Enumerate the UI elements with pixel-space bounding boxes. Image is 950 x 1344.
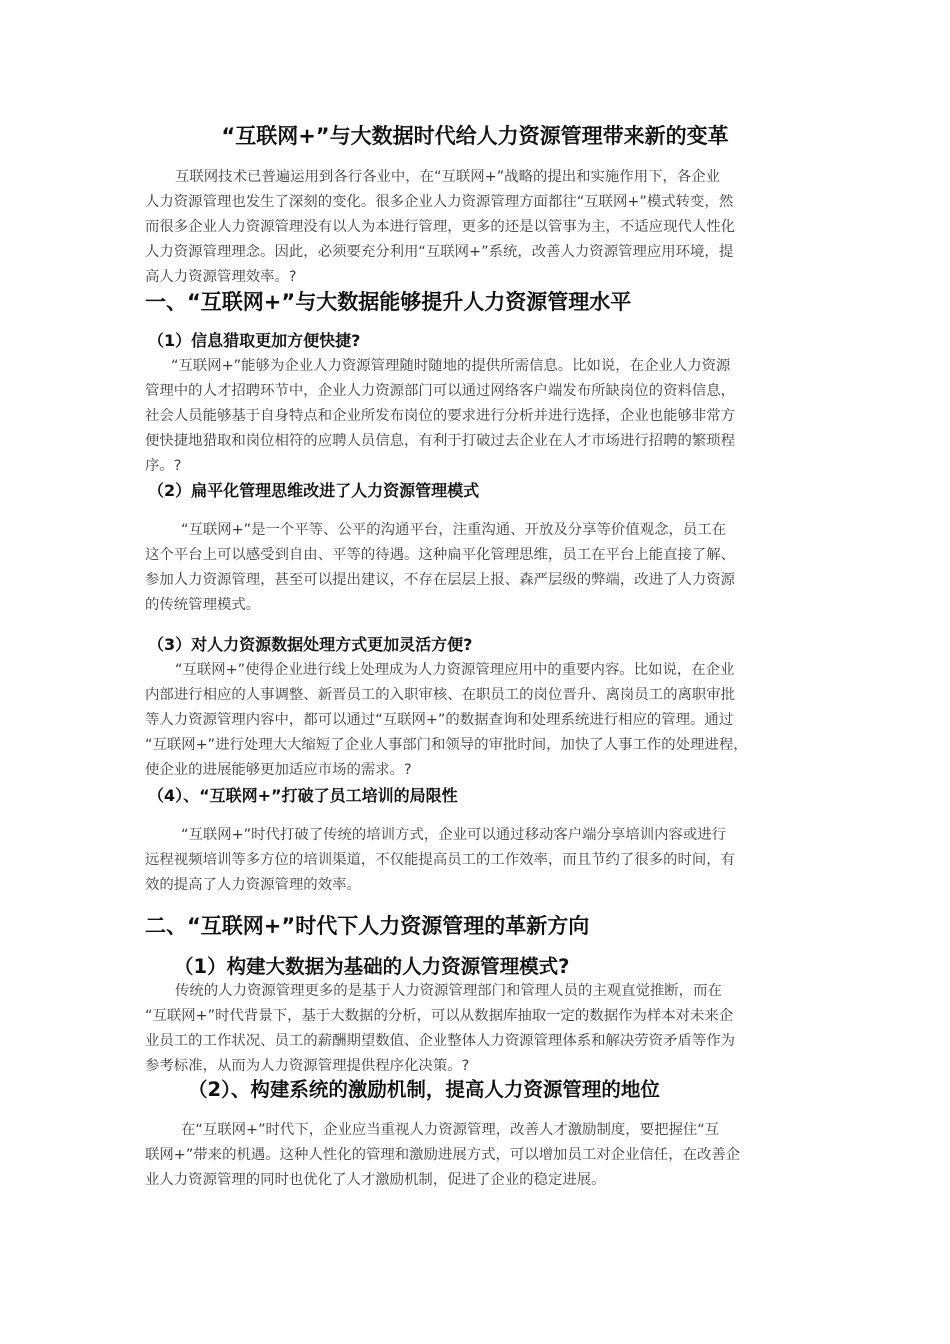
subsection-heading-2-1: （1）构建大数据为基础的人力资源管理模式?	[174, 955, 570, 978]
subsection-heading-1-2: （2）扁平化管理思维改进了人力资源管理模式	[148, 481, 480, 500]
paragraph-line: 业人力资源管理的同时也优化了人才激励机制，促进了企业的稳定进展。	[145, 1172, 606, 1188]
paragraph-line: 人力资源管理理念。因此，必须要充分利用“互联网+”系统，改善人力资源管理应用环境，提	[145, 244, 734, 260]
paragraph-line: 传统的人力资源管理更多的是基于人力资源管理部门和管理人员的主观直觉推断，而在	[175, 983, 722, 999]
paragraph-line: 效的提高了人力资源管理的效率。	[145, 877, 361, 893]
paragraph-line: 管理中的人才招聘环节中，企业人力资源部门可以通过网络客户端发布所缺岗位的资料信息，	[145, 383, 736, 399]
subsection-heading-1-1: （1）信息猎取更加方便快捷?	[148, 331, 361, 350]
paragraph-line: 等人力资源管理内容中，都可以通过“互联网+”的数据查询和处理系统进行相应的管理。通过	[145, 712, 734, 728]
paragraph-line: “互联网+”进行处理大大缩短了企业人事部门和领导的审批时间，加快了人事工作的处理进程，	[145, 737, 748, 753]
document-title: “互联网+”与大数据时代给人力资源管理带来新的变革	[221, 124, 729, 148]
section-heading-2: 二、“互联网+”时代下人力资源管理的革新方向	[145, 914, 590, 938]
subsection-heading-1-4: （4）、“互联网+”打破了员工培训的局限性	[148, 786, 458, 805]
paragraph-line: 参加人力资源管理，甚至可以提出建议，不存在层层上报、森严层级的弊端，改进了人力资源	[145, 572, 736, 588]
subsection-paragraph-1-1	[145, 354, 825, 479]
subsection-paragraph-1-4	[145, 823, 825, 898]
paragraph-line: “互联网+”能够为企业人力资源管理随时随地的提供所需信息。比如说，在企业人力资源	[171, 358, 731, 374]
paragraph-line: 便快捷地猎取和岗位相符的应聘人员信息，有利于打破过去企业在人才市场进行招聘的繁琐程	[145, 433, 736, 449]
paragraph-line: 高人力资源管理效率。?	[145, 269, 297, 285]
section-heading-1: 一、“互联网+”与大数据能够提升人力资源管理水平	[145, 290, 632, 314]
subsection-paragraph-1-2	[145, 518, 825, 618]
paragraph-line: 业员工的工作状况、员工的薪酬期望数值、企业整体人力资源管理体系和解决劳资矛盾等作为	[145, 1033, 736, 1049]
paragraph-line: 人力资源管理也发生了深刻的变化。很多企业人力资源管理方面都往“互联网+”模式转变，然	[145, 194, 734, 210]
paragraph-line: “互联网+”时代打破了传统的培训方式，企业可以通过移动客户端分享培训内容或进行	[181, 827, 727, 843]
paragraph-line: 这个平台上可以感受到自由、平等的待遇。这种扁平化管理思维，员工在平台上能直接了解、	[145, 547, 736, 563]
paragraph-line: 联网+”带来的机遇。这种人性化的管理和激励进展方式，可以增加员工对企业信任，在改善企	[145, 1147, 741, 1163]
subsection-paragraph-2-2	[145, 1118, 825, 1193]
paragraph-line: 的传统管理模式。	[145, 597, 261, 613]
intro-paragraph	[145, 165, 825, 290]
paragraph-line: 使企业的进展能够更加适应市场的需求。?	[145, 762, 412, 778]
subsection-heading-1-3: （3）对人力资源数据处理方式更加灵活方便?	[148, 635, 473, 654]
subsection-paragraph-1-3	[145, 658, 825, 783]
paragraph-line: 远程视频培训等多方位的培训渠道，不仅能提高员工的工作效率，而且节约了很多的时间，有	[145, 852, 736, 868]
subsection-heading-2-2: （2）、构建系统的激励机制，提高人力资源管理的地位	[188, 1078, 660, 1101]
paragraph-line: “互联网+”是一个平等、公平的沟通平台，注重沟通、开放及分享等价值观念，员工在	[181, 522, 727, 538]
paragraph-line: 参考标准，从而为人力资源管理提供程序化决策。?	[145, 1058, 470, 1074]
paragraph-line: “互联网+”使得企业进行线上处理成为人力资源管理应用中的重要内容。比如说，在企业	[175, 662, 735, 678]
paragraph-line: 内部进行相应的人事调整、新晋员工的入职审核、在职员工的岗位晋升、离岗员工的离职审批	[145, 687, 736, 703]
paragraph-line: 而很多企业人力资源管理没有以人为本进行管理，更多的还是以管事为主，不适应现代人性化	[145, 219, 736, 235]
paragraph-line: 社会人员能够基于自身特点和企业所发布岗位的要求进行分析并进行选择，企业也能够非常方	[145, 408, 736, 424]
paragraph-line: 互联网技术已普遍运用到各行各业中，在“互联网+”战略的提出和实施作用下，各企业	[175, 169, 721, 185]
paragraph-line: 序。?	[145, 458, 182, 474]
subsection-paragraph-2-1	[145, 979, 825, 1079]
paragraph-line: 在“互联网+”时代下，企业应当重视人力资源管理，改善人才激励制度，要把握住“互	[181, 1122, 720, 1138]
paragraph-line: “互联网+”时代背景下，基于大数据的分析，可以从数据库抽取一定的数据作为样本对未来企	[145, 1008, 734, 1024]
